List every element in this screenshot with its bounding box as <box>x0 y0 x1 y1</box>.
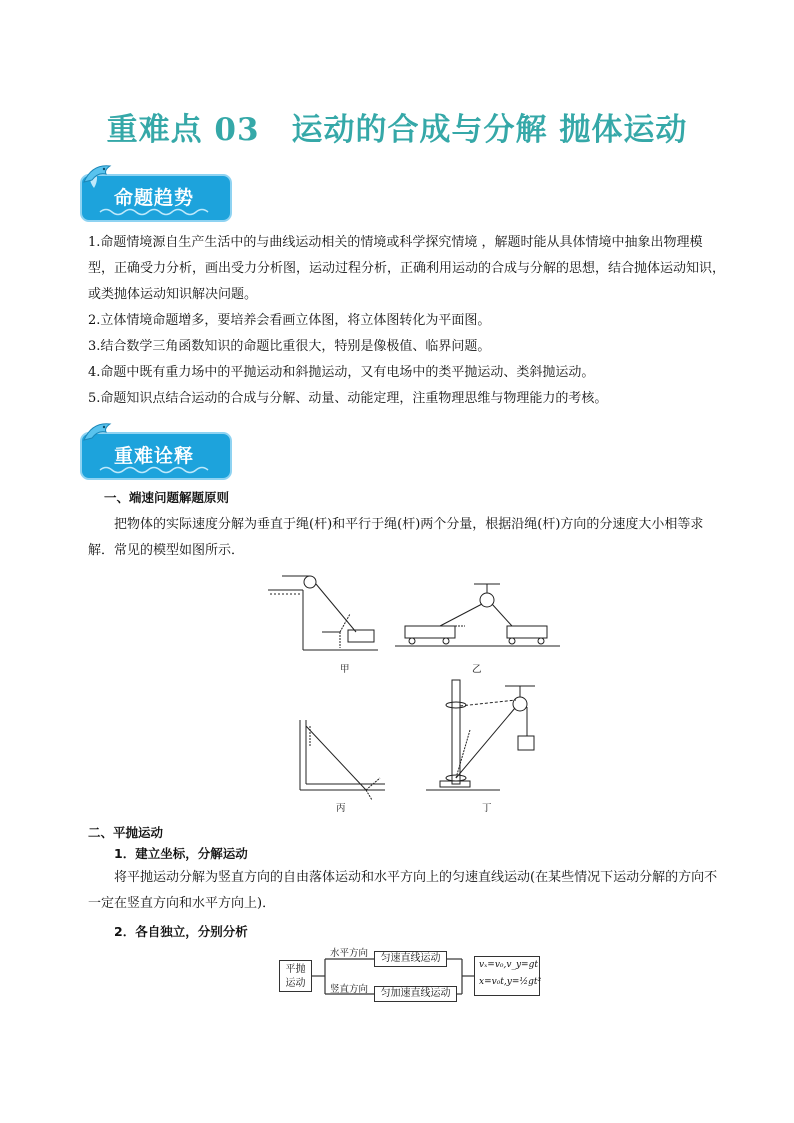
flow-formula-box <box>474 956 540 996</box>
paragraph-decompose: 将平抛运动分解为竖直方向的自由落体运动和水平方向上的匀速直线运动(在某些情况下运动分解的方向不一定在竖直方向和水平方向上)． <box>88 870 718 911</box>
page-title: 重难点 03 运动的合成与分解 抛体运动 <box>106 112 688 148</box>
flow-root-line1: 平抛 <box>285 964 306 975</box>
trend-item-2: 2.立体情境命题增多，要培养会看画立体图，将立体图转化为平面图。 <box>88 313 491 328</box>
flow-branch-vertical: 竖直方向 <box>330 984 369 995</box>
flow-box-accelerated: 匀加速直线运动 <box>374 986 457 1002</box>
flow-root-box <box>279 960 312 992</box>
paragraph-end-speed: 把物体的实际速度分解为垂直于绳(杆)和平行于绳(杆)两个分量，根据沿绳(杆)方向的分速度大小相等求解．常见的模型如图所示． <box>88 517 704 558</box>
trend-item-1: 1.命题情境源自生产生活中的与曲线运动相关的情境或科学探究情境 ，解题时能从具体情境中抽象出物理模型，正确受力分析，画出受力分析图，运动过程分析，正确利用运动的合成与分解的思想，结合抛体运动知识，或类抛体运动知识解决问题。 <box>88 235 726 302</box>
trend-item-3: 3.结合数学三角函数知识的命题比重很大，特别是像极值、临界问题。 <box>88 339 491 354</box>
badge-label: 重难诠释 <box>114 445 195 467</box>
flow-branch-horizontal: 水平方向 <box>330 948 369 959</box>
figure-label-ding: 丁 <box>482 803 492 814</box>
flow-formula-line2: x=v₀t,y=½gt² <box>479 977 542 987</box>
figure-label-bing: 丙 <box>336 803 346 814</box>
subheading-coordinates: 1．建立坐标，分解运动 <box>114 846 248 861</box>
badge-label: 命题趋势 <box>114 187 195 209</box>
figure-label-jia: 甲 <box>340 664 350 675</box>
heading-projectile: 二、平抛运动 <box>88 825 164 840</box>
trend-item-5: 5.命题知识点结合运动的合成与分解、动量、动能定理，注重物理思维与物理能力的考核。 <box>88 391 608 406</box>
trend-item-4: 4.命题中既有重力场中的平抛运动和斜抛运动，又有电场中的类平抛运动、类斜抛运动。 <box>88 365 595 380</box>
flow-box-uniform: 匀速直线运动 <box>374 951 447 967</box>
figure-label-yi: 乙 <box>472 664 482 675</box>
flow-root-line2: 运动 <box>285 978 306 989</box>
subheading-independent: 2．各自独立，分别分析 <box>114 924 248 939</box>
flow-formula-line1: vₓ=v₀,v_y=gt <box>479 960 538 970</box>
heading-end-speed: 一、端速问题解题原则 <box>104 490 230 505</box>
